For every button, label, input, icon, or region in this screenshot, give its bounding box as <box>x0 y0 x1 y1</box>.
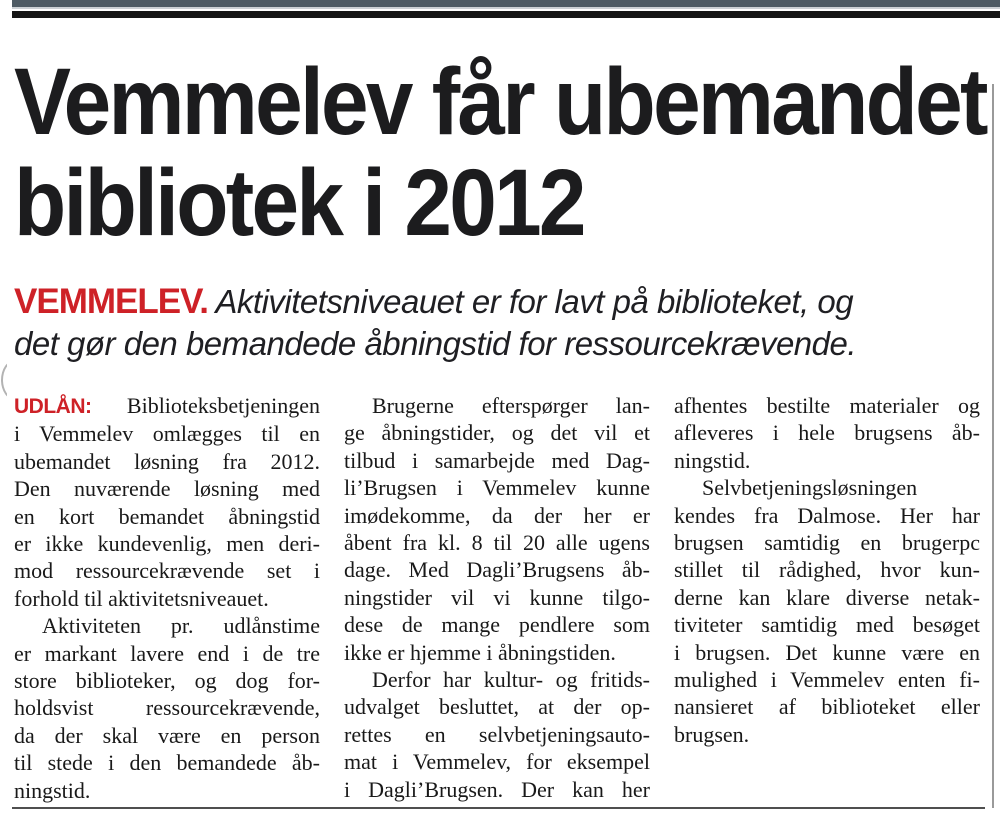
standfirst-line-1 <box>14 281 994 323</box>
body-line <box>14 392 320 420</box>
article-column <box>14 392 320 804</box>
body-line-text: mod ressourcekrævende set i <box>14 558 320 584</box>
body-line-text: tiviteter samtidig med besøget <box>674 612 980 638</box>
body-line <box>344 392 650 419</box>
body-line-text: Aktiviteten pr. udlånstime <box>42 613 320 639</box>
body-line <box>344 556 650 583</box>
body-line <box>674 639 980 666</box>
body-line-text: en kort bemandet åbningstid <box>14 503 320 529</box>
body-line-text: tilbud i samarbejde med Dag- <box>344 447 650 473</box>
body-line-text: ningstider vil vi kunne tilgo- <box>344 584 650 610</box>
headline-line-1: Vemmelev får ubemandet <box>14 49 986 155</box>
paragraph-lead: UDLÅN: <box>14 395 92 418</box>
body-line <box>674 721 980 748</box>
body-line <box>344 693 650 720</box>
body-line-text: brugsen samtidig en brugerpc <box>674 530 980 556</box>
body-line <box>14 530 320 557</box>
standfirst-text-1: Aktivitetsniveauet er for lavt på biblioteket, og <box>215 283 854 320</box>
body-line-text: kendes fra Dalmose. Her har <box>674 502 980 528</box>
body-line-text: er markant lavere end i de tre <box>14 640 320 666</box>
body-line <box>674 529 980 556</box>
body-line-text: ubemandet løsning fra 2012. <box>14 448 320 474</box>
body-line-text: afhentes bestilte materialer og <box>674 393 980 418</box>
body-line-text: ge åbningstider, og det vil et <box>344 420 650 446</box>
body-line <box>674 419 980 446</box>
body-line-text: i Dagli’Brugsen. Der kan her <box>344 776 650 802</box>
scan-artifact-arc <box>1 360 7 400</box>
body-line-text: Den nuværende løsning med <box>14 476 320 502</box>
body-line <box>14 612 320 639</box>
body-line <box>674 666 980 693</box>
body-line-text: stillet til rådighed, hvor kun- <box>674 557 980 583</box>
body-line <box>14 667 320 694</box>
top-black-bar <box>12 11 1000 18</box>
body-line-text: ningstid. <box>14 777 91 803</box>
column-divider-rule <box>992 84 994 808</box>
body-line <box>674 611 980 638</box>
body-line-text: imødekomme, da der her er <box>344 502 650 528</box>
body-line <box>674 474 980 501</box>
body-line-text: derne kan klare diverse netak- <box>674 584 980 610</box>
body-line-text: brugsen. <box>674 721 750 747</box>
top-slate-bar <box>12 0 1000 9</box>
body-line <box>14 475 320 502</box>
body-line <box>674 584 980 611</box>
body-line <box>344 529 650 556</box>
body-line-text: ningstid. <box>674 447 751 473</box>
body-line-text: Brugerne efterspørger lan- <box>372 393 650 418</box>
body-line <box>344 447 650 474</box>
scan-artifact <box>0 360 7 400</box>
body-line-text: dese de mange pendlere som <box>344 612 650 638</box>
body-line <box>674 447 980 474</box>
body-line-text: li’Brugsen i Vemmelev kunne <box>344 475 650 501</box>
location-lead: VEMMELEV. <box>14 282 208 321</box>
body-line <box>344 666 650 693</box>
body-line-text: rettes en selvbetjeningsauto- <box>344 721 650 747</box>
body-line-text: Biblioteksbetjeningen <box>126 393 320 418</box>
body-line-text: holdsvist ressourcekrævende, <box>14 695 320 721</box>
body-line-text: i brugsen. Det kunne være en <box>674 639 980 665</box>
body-line-text: forhold til aktivitetsniveauet. <box>14 585 269 611</box>
body-line <box>674 556 980 583</box>
article-column <box>344 392 650 804</box>
body-line-text: udvalget besluttet, at der op- <box>344 694 650 720</box>
body-line <box>14 420 320 447</box>
article-headline <box>14 49 986 256</box>
body-line <box>674 392 980 419</box>
body-line <box>674 693 980 720</box>
body-line-text: til stede i den bemandede åb- <box>14 750 320 776</box>
body-line <box>344 639 650 666</box>
body-line-text: da der skal være en person <box>14 722 320 748</box>
body-line-text: er ikke kundevenlig, men deri- <box>14 531 320 557</box>
body-line <box>14 640 320 667</box>
body-line <box>344 776 650 803</box>
body-line-text: mat i Vemmelev, for eksempel <box>344 749 650 775</box>
bottom-rule <box>12 807 985 809</box>
body-line <box>344 721 650 748</box>
body-line-text: åbent fra kl. 8 til 20 alle ugens <box>344 530 650 556</box>
body-line-text: Derfor har kultur- og fritids- <box>372 667 650 693</box>
body-line <box>14 777 320 804</box>
body-line <box>14 722 320 749</box>
article-standfirst <box>14 281 994 365</box>
body-line <box>344 474 650 501</box>
body-line-text: i Vemmelev omlægges til en <box>14 421 320 447</box>
body-line <box>344 584 650 611</box>
body-line-text: ikke er hjemme i åbningstiden. <box>344 639 616 665</box>
standfirst-line-2: det gør den bemandede åbningstid for ressourcekrævende. <box>14 325 857 362</box>
headline-line-2: bibliotek i 2012 <box>14 150 584 256</box>
body-line <box>14 694 320 721</box>
body-line <box>674 502 980 529</box>
body-line <box>14 503 320 530</box>
body-line-text: mulighed i Vemmelev enten fi- <box>674 667 980 693</box>
body-line-text: afleveres i hele brugsens åb- <box>674 420 980 446</box>
body-line-text: nansieret af biblioteket eller <box>674 694 980 720</box>
body-line <box>344 419 650 446</box>
body-line <box>14 448 320 475</box>
body-line <box>14 585 320 612</box>
article-column <box>674 392 980 804</box>
body-line-text: dage. Med Dagli’Brugsens åb- <box>344 557 650 583</box>
body-line <box>344 748 650 775</box>
body-line <box>14 557 320 584</box>
body-line <box>14 749 320 776</box>
body-line-text: store biblioteker, og dog for- <box>14 668 320 694</box>
body-line <box>344 502 650 529</box>
article-columns <box>14 392 980 804</box>
body-line <box>344 611 650 638</box>
body-line-text: Selvbetjeningsløsningen <box>702 475 918 501</box>
